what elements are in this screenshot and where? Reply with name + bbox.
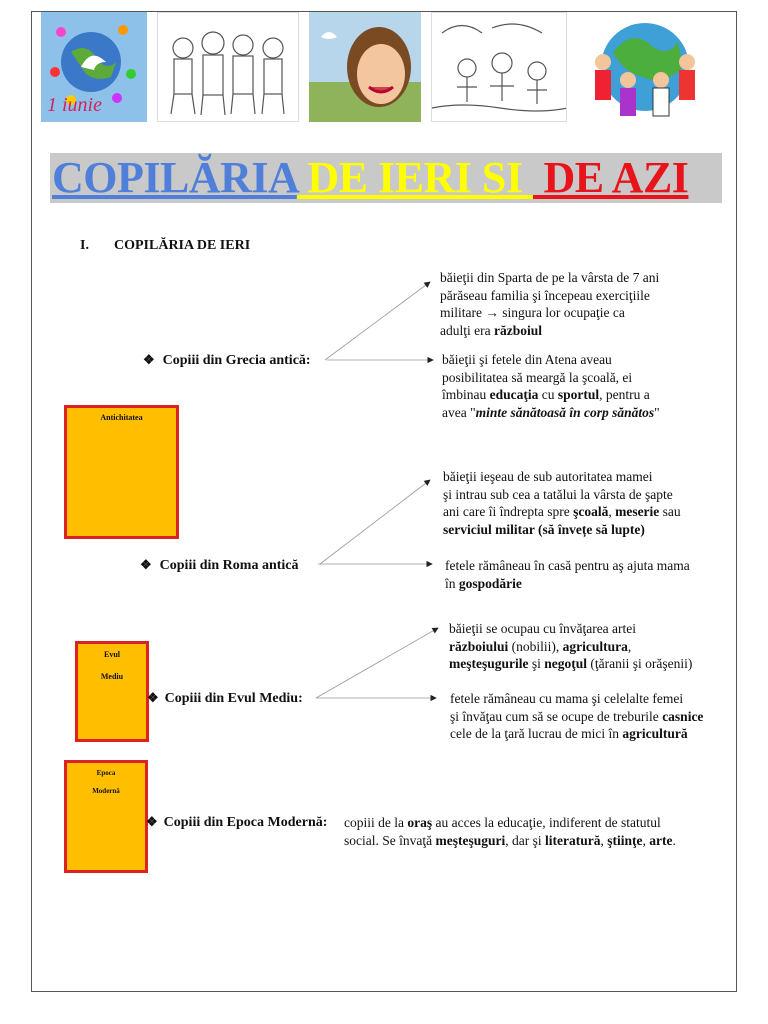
modern-age-label-2: Modernă — [92, 787, 120, 795]
modern-age-label-1: Epoca — [96, 769, 116, 777]
modern-age-text: copiii de la oraş au acces la educaţie, indiferent de statutul social. Se învaţă meşteşuguri, dar şi literatură, ştiinţe, arte. — [344, 815, 676, 848]
rome-label: ❖ Copiii din Roma antică — [140, 557, 299, 573]
arrow-greece-sparta — [325, 282, 430, 360]
modern-age-label: ❖ Copiii din Epoca Modernă: — [146, 814, 328, 830]
diamond-bullet-icon: ❖ — [140, 557, 152, 572]
greece-athens-text: băieţii şi fetele din Atena aveau posibilitatea să meargă la şcoală, ei îmbinau educaţia cu sportul, pentru a avea "minte sănătoasă în corp sănătos" — [442, 352, 660, 420]
diamond-bullet-icon: ❖ — [146, 814, 158, 829]
title-part-copilaria: COPILĂRIA — [52, 153, 297, 202]
middle-ages-girls-text: fetele rămâneau cu mama şi celelalte femei şi învăţau cum să se ocupe de treburile casnice cele de la ţară lucrau de mici în agricultură — [450, 691, 704, 741]
middle-ages-boys-text: băieţii se ocupau cu învăţarea artei războiului (nobilii), agricultura, meşteşugurile şi negoţul (ţăranii şi orăşenii) — [449, 621, 693, 671]
title-part-de-azi: DE AZI — [532, 153, 689, 202]
middle-ages-label-1: Evul — [103, 650, 120, 659]
greece-sparta-text: băieţii din Sparta de pe la vârsta de 7 ani părăseau familia şi începeau exerciţiile militare → singura lor ocupaţie ca adulţi era războiul — [440, 270, 660, 338]
section-title: COPILĂRIA DE IERI — [114, 238, 251, 253]
rome-girls-text: fetele rămâneau în casă pentru aş ajuta mama în gospodărie — [445, 558, 690, 591]
middle-ages-label-2: Mediu — [100, 672, 124, 681]
middle-ages-label: ❖ Copiii din Evul Mediu: — [147, 690, 303, 706]
image-caption: 1 iunie — [47, 94, 102, 116]
section-number: I. — [80, 238, 89, 253]
diamond-bullet-icon: ❖ — [147, 690, 159, 705]
rome-boys-text: băieţii ieşeau de sub autoritatea mamei şi intrau sub cea a tatălui la vârsta de şapte ani care îi îndrepta spre şcoală, meserie sau serviciul militar (să învețe să lupte) — [443, 469, 681, 537]
arrow-middle-boys — [316, 628, 438, 698]
greece-label: ❖ Copiii din Grecia antică: — [143, 352, 311, 368]
arrow-rome-boys — [320, 480, 430, 564]
antiquity-label: Antichitatea — [100, 413, 143, 422]
title-part-de-ieri: DE IERI SI — [296, 153, 533, 202]
diamond-bullet-icon: ❖ — [143, 352, 155, 367]
